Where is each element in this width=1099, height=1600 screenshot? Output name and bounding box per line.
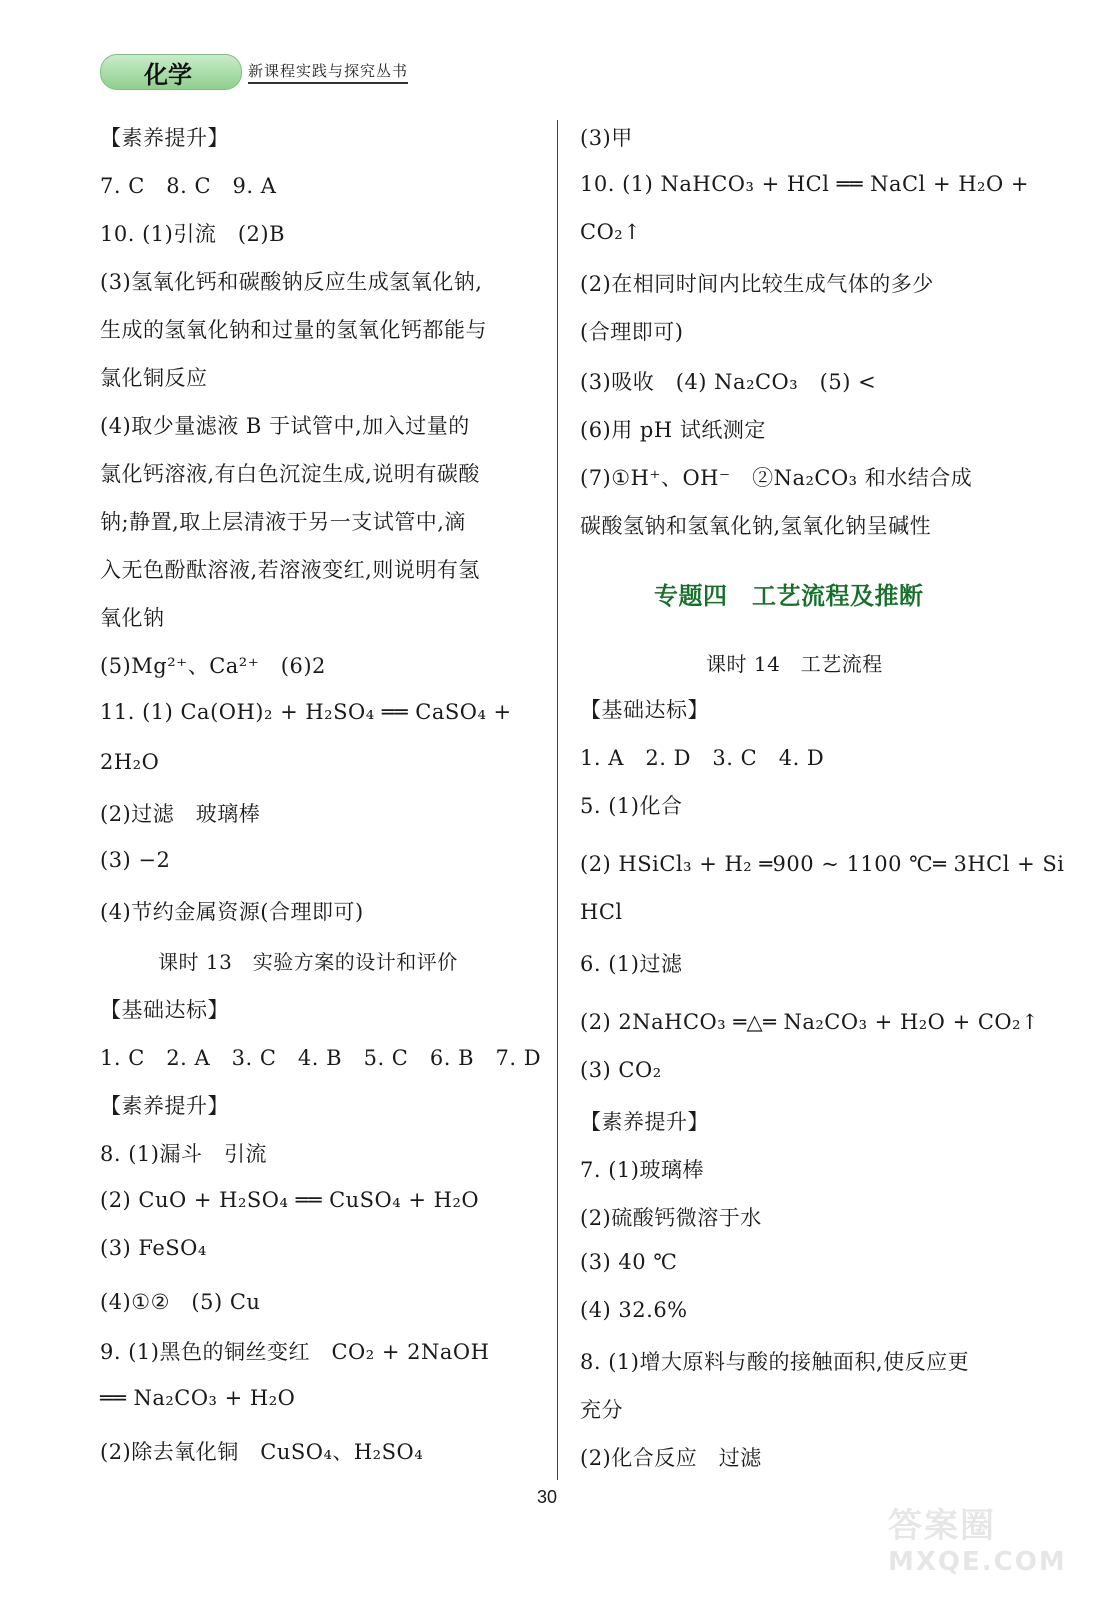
answer-line: (3)甲 <box>580 126 633 150</box>
equation-line: 10. (1) NaHCO₃ + HCl ══ NaCl + H₂O + <box>580 172 1029 196</box>
answer-line: (2)过滤 玻璃棒 <box>100 802 261 826</box>
answer-line: (7)①H⁺、OH⁻ ②Na₂CO₃ 和水结合成 <box>580 466 973 490</box>
answer-line: (3)吸收 (4) Na₂CO₃ (5) < <box>580 370 877 394</box>
section-heading: 【基础达标】 <box>580 698 709 722</box>
watermark-bottom: MXQE.COM <box>888 1547 1067 1577</box>
equation-line: (2) 2NaHCO₃ ═△═ Na₂CO₃ + H₂O + CO₂↑ <box>580 1010 1040 1034</box>
page-number: 30 <box>537 1487 558 1507</box>
answer-line: 8. (1)漏斗 引流 <box>100 1142 267 1166</box>
series-title: 新课程实践与探究丛书 <box>248 60 408 84</box>
section-heading: 【素养提升】 <box>100 1094 229 1118</box>
subject-label: 化学 <box>144 61 192 89</box>
answer-line: (合理即可) <box>580 320 684 344</box>
answer-line: 碳酸氢钠和氢氧化钠,氢氧化钠呈碱性 <box>580 514 932 538</box>
watermark <box>888 1498 1067 1577</box>
answer-line: (2)除去氧化铜 CuSO₄、H₂SO₄ <box>100 1440 424 1464</box>
answer-line: (3)氢氧化钙和碳酸钠反应生成氢氧化钠, <box>100 270 483 294</box>
answer-line: 5. (1)化合 <box>580 794 683 818</box>
answer-line: (4)①② (5) Cu <box>100 1290 261 1314</box>
answer-line: (3) FeSO₄ <box>100 1236 207 1260</box>
lesson-title: 课时 13 实验方案的设计和评价 <box>158 950 458 974</box>
answer-line: (2)化合反应 过滤 <box>580 1446 762 1470</box>
equation-line: 2H₂O <box>100 750 160 774</box>
section-heading: 【素养提升】 <box>100 126 229 150</box>
equation-line: 9. (1)黑色的铜丝变红 CO₂ + 2NaOH <box>100 1340 490 1364</box>
equation-line: (2) CuO + H₂SO₄ ══ CuSO₄ + H₂O <box>100 1188 480 1212</box>
answer-line: (3) −2 <box>100 848 171 872</box>
answer-line: 氧化钠 <box>100 606 165 630</box>
watermark-top: 答案圈 <box>888 1506 996 1546</box>
answer-line: 1. C 2. A 3. C 4. B 5. C 6. B 7. D <box>100 1046 542 1070</box>
answer-line: (5)Mg²⁺、Ca²⁺ (6)2 <box>100 654 326 678</box>
answer-line: (3) 40 ℃ <box>580 1250 678 1274</box>
answer-line: (3) CO₂ <box>580 1058 662 1082</box>
topic-heading: 专题四 工艺流程及推断 <box>654 582 924 610</box>
equation-line: ══ Na₂CO₃ + H₂O <box>100 1386 296 1410</box>
answer-line: (4)取少量滤液 B 于试管中,加入过量的 <box>100 414 470 438</box>
answer-line: 8. (1)增大原料与酸的接触面积,使反应更 <box>580 1350 970 1374</box>
answer-line: 10. (1)引流 (2)B <box>100 222 285 246</box>
answer-line: 氯化钙溶液,有白色沉淀生成,说明有碳酸 <box>100 462 480 486</box>
answer-line: 7. C 8. C 9. A <box>100 174 277 198</box>
answer-line: 生成的氢氧化钠和过量的氢氧化钙都能与 <box>100 318 487 342</box>
section-heading: 【素养提升】 <box>580 1110 709 1134</box>
answer-line: 充分 <box>580 1398 623 1422</box>
answer-line: 氯化铜反应 <box>100 366 208 390</box>
answer-line: (2)硫酸钙微溶于水 <box>580 1206 762 1230</box>
answer-line: (4)节约金属资源(合理即可) <box>100 900 364 924</box>
answer-line: (6)用 pH 试纸测定 <box>580 418 766 442</box>
lesson-title: 课时 14 工艺流程 <box>706 652 883 676</box>
answer-line: 钠;静置,取上层清液于另一支试管中,滴 <box>100 510 466 534</box>
equation-line: HCl <box>580 900 623 924</box>
answer-line: 入无色酚酞溶液,若溶液变红,则说明有氢 <box>100 558 480 582</box>
section-heading: 【基础达标】 <box>100 998 229 1022</box>
equation-line: 11. (1) Ca(OH)₂ + H₂SO₄ ══ CaSO₄ + <box>100 700 512 724</box>
answer-line: 1. A 2. D 3. C 4. D <box>580 746 825 770</box>
answer-line: 6. (1)过滤 <box>580 952 683 976</box>
column-divider <box>557 120 558 1480</box>
page-header <box>100 52 430 96</box>
equation-line: (2) HSiCl₃ + H₂ ═900 ~ 1100 ℃═ 3HCl + Si <box>580 852 1065 876</box>
answer-line: (4) 32.6% <box>580 1298 688 1322</box>
equation-line: CO₂↑ <box>580 220 642 244</box>
answer-line: (2)在相同时间内比较生成气体的多少 <box>580 272 934 296</box>
answer-line: 7. (1)玻璃棒 <box>580 1158 704 1182</box>
